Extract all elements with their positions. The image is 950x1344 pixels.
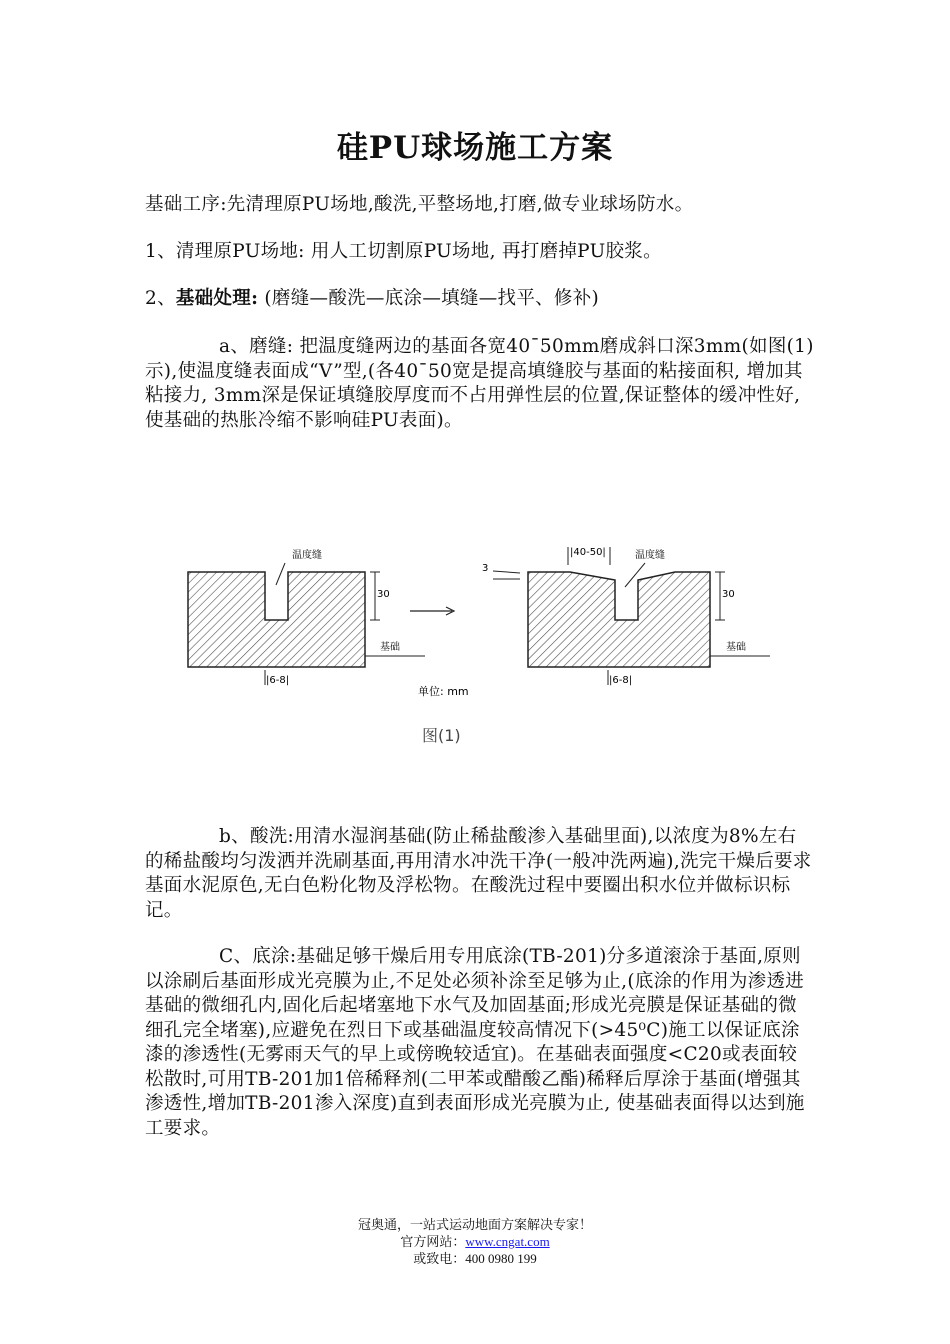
unit-label: 单位: mm [418,685,469,698]
right-base-label: 基础 [726,642,746,653]
footer-website [0,1233,950,1250]
page-footer [0,1216,950,1267]
step-2-number: 2、 [145,288,176,309]
paragraph-a-grinding: a、磨缝: 把温度缝两边的基面各宽40¯50mm磨成斜口深3mm(如图(1)示),使温度缝表面成“V”型,(各40¯50宽是提高填缝胶与基面的粘接面积, 增加其粘接力, 3mm深是保证填缝胶厚度而不占用弹性层的位置,保证整体的缓冲性好,使基础的热胀冷缩不影响硅PU表面)。 [145,336,814,431]
paragraph-b-acid-wash: b、酸洗:用清水湿润基础(防止稀盐酸渗入基础里面),以浓度为8%左右的稀盐酸均匀泼洒并洗刷基面,再用清水冲洗干净(一般冲洗两遍),洗完干燥后要求基面水泥原色,无白色粉化物及浮松物。在酸洗过程中要圈出积水位并做标识标记。 [145,826,812,921]
footer-website-prefix: 官方网站： [400,1234,466,1249]
left-seam-label: 温度缝 [292,550,322,561]
step-2-sequence: (磨缝—酸洗—底涂—填缝—找平、修补) [258,288,600,309]
paragraph-c-primer: C、底涂:基础足够干燥后用专用底涂(TB-201)分多道滚涂于基面,原则以涂刷后基面形成光亮膜为止,不足处必须补涂至足够为止,(底涂的作用为渗透进基础的微细孔内,固化后起堵塞地下水气及加固基面;形成光亮膜是保证基础的微细孔完全堵塞),应避免在烈日下或基础温度较高情况下(>45⁰C)施工以保证底涂漆的渗透性(无雾雨天气的早上或傍晚较适宜)。在基础表面强度<C20或表面较松散时,可用TB-201加1倍稀释剂(二甲苯或醋酸乙酯)稀释后厚涂于基面(增强其渗透性,增加TB-201渗入深度)直到表面形成光亮膜为止, 使基础表面得以达到施工要求。 [145,946,805,1139]
bevel-width-label: |40-50| [570,547,606,558]
left-width-label: |6-8| [266,675,290,686]
left-concrete-block [188,572,365,667]
paragraph-step-1: 1、清理原PU场地: 用人工切割原PU场地, 再打磨掉PU胶浆。 [145,241,662,262]
figure-1-seam-diagram [170,525,790,755]
paragraph-base-procedure: 基础工序:先清理原PU场地,酸洗,平整场地,打磨,做专业球场防水。 [145,194,694,215]
footer-phone: 或致电：400 0980 199 [413,1251,537,1266]
footer-website-link[interactable]: www.cngat.com [465,1234,550,1249]
right-concrete-block [528,572,710,667]
figure-caption: 图(1) [422,726,461,745]
right-depth-label: 30 [722,589,735,600]
footer-slogan: 冠奥通，一站式运动地面方案解决专家！ [357,1217,592,1232]
left-base-label: 基础 [380,642,400,653]
right-width-label: |6-8| [609,675,633,686]
step-2-heading: 基础处理: [175,288,259,309]
bevel-depth-label: 3 [482,563,489,574]
left-depth-label: 30 [377,589,390,600]
paragraph-step-2 [145,287,815,312]
page-title: 硅PU球场施工方案 [336,130,614,166]
right-seam-label: 温度缝 [635,550,665,561]
